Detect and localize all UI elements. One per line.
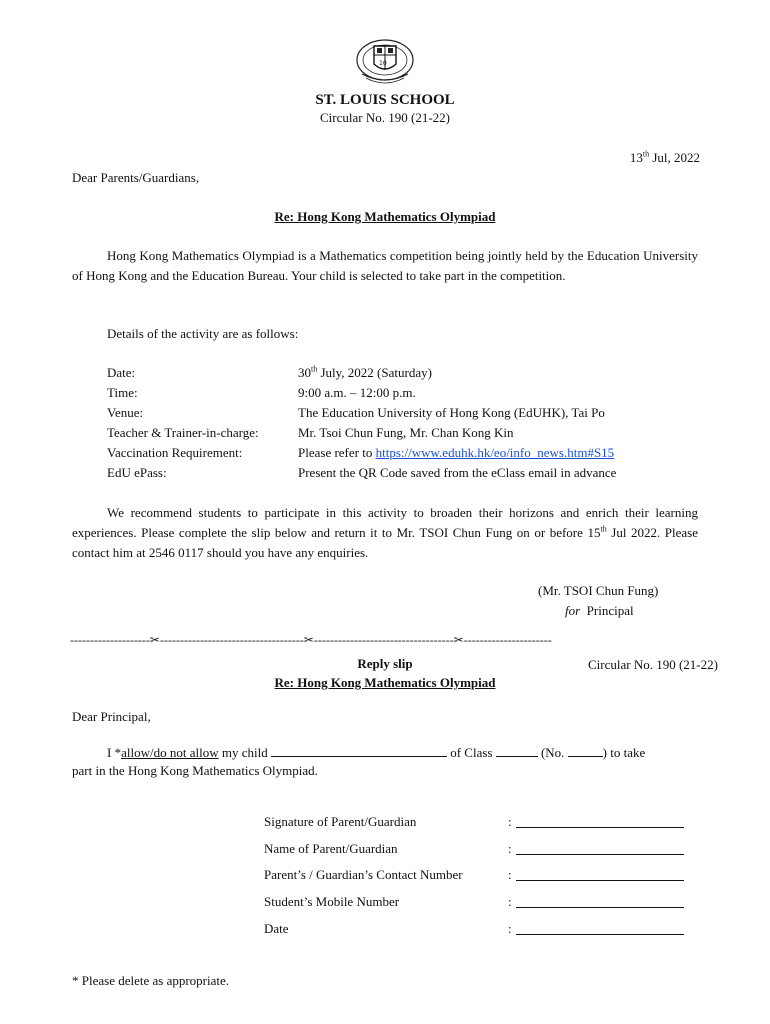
detail-row-time: Time: 9:00 a.m. – 12:00 p.m. — [107, 385, 416, 400]
reply-slip-subject: Re: Hong Kong Mathematics Olympiad — [274, 675, 496, 690]
reply-slip-circular: Circular No. 190 (21-22) — [588, 657, 718, 672]
reply-salutation: Dear Principal, — [72, 709, 151, 724]
field-student-mobile: Student’s Mobile Number : — [264, 894, 694, 916]
circular-number: Circular No. 190 (21-22) — [320, 110, 450, 125]
cut-here-line: --------------------✂------------------------------------✂-----------------------------------✂---------------------- — [70, 633, 552, 647]
letter-salutation: Dear Parents/Guardians, — [72, 170, 200, 185]
footnote: * Please delete as appropriate. — [72, 973, 230, 988]
consent-line-1: I *allow/do not allow my child of Class (No. ) to take — [107, 745, 646, 760]
details-intro: Details of the activity are as follows: — [107, 326, 299, 341]
detail-row-teacher: Teacher & Trainer-in-charge: Mr. Tsoi Chun Fung, Mr. Chan Kong Kin — [107, 425, 514, 440]
consent-line-2: part in the Hong Kong Mathematics Olympiad. — [72, 763, 318, 778]
class-blank[interactable] — [496, 744, 538, 757]
svg-text:10: 10 — [379, 60, 387, 67]
student-number-blank[interactable] — [568, 744, 603, 757]
field-contact-number: Parent’s / Guardian’s Contact Number : — [264, 867, 694, 889]
allow-choice: allow/do not allow — [121, 745, 219, 760]
reply-slip-title: Reply slip — [357, 656, 413, 671]
letter-paragraph-2: We recommend students to participate in this activity to broaden their horizons and enrich their learning experiences. Please complete the slip below and return it to Mr. TSOI Chun Fung on or before 15th Jul 2022. Please contact him at 2546 0117 should you have any enquiries. — [72, 505, 698, 560]
parent-name-input-line[interactable] — [516, 854, 684, 855]
child-name-blank[interactable] — [271, 744, 447, 757]
signatory-title: for Principal — [565, 603, 634, 618]
detail-row-epass: EdU ePass: Present the QR Code saved from the eClass email in advance — [107, 465, 617, 480]
signature-input-line[interactable] — [516, 827, 684, 828]
detail-row-date: Date: 30th July, 2022 (Saturday) — [107, 364, 432, 380]
field-parent-name: Name of Parent/Guardian : — [264, 841, 694, 863]
field-date: Date : — [264, 921, 694, 943]
field-signature: Signature of Parent/Guardian : — [264, 814, 694, 836]
detail-row-venue: Venue: The Education University of Hong Kong (EdUHK), Tai Po — [107, 405, 605, 420]
date-input-line[interactable] — [516, 934, 684, 935]
school-name: ST. LOUIS SCHOOL — [315, 92, 455, 108]
signatory-name: (Mr. TSOI Chun Fung) — [538, 583, 659, 598]
school-crest-logo — [352, 36, 418, 86]
detail-row-vaccination: Vaccination Requirement: Please refer to https://www.eduhk.hk/eo/info_news.htm#S15 — [107, 445, 615, 460]
letter-subject: Re: Hong Kong Mathematics Olympiad — [274, 209, 496, 224]
letter-date: 13th Jul, 2022 — [629, 149, 700, 165]
letter-paragraph-1: Hong Kong Mathematics Olympiad is a Mathematics competition being jointly held by the Education University of Hong Kong and the Education Bureau. Your child is selected to take part in the competition. — [72, 248, 698, 283]
student-mobile-input-line[interactable] — [516, 907, 684, 908]
contact-number-input-line[interactable] — [516, 880, 684, 881]
vaccination-info-link[interactable]: https://www.eduhk.hk/eo/info_news.htm#S15 — [375, 445, 615, 460]
